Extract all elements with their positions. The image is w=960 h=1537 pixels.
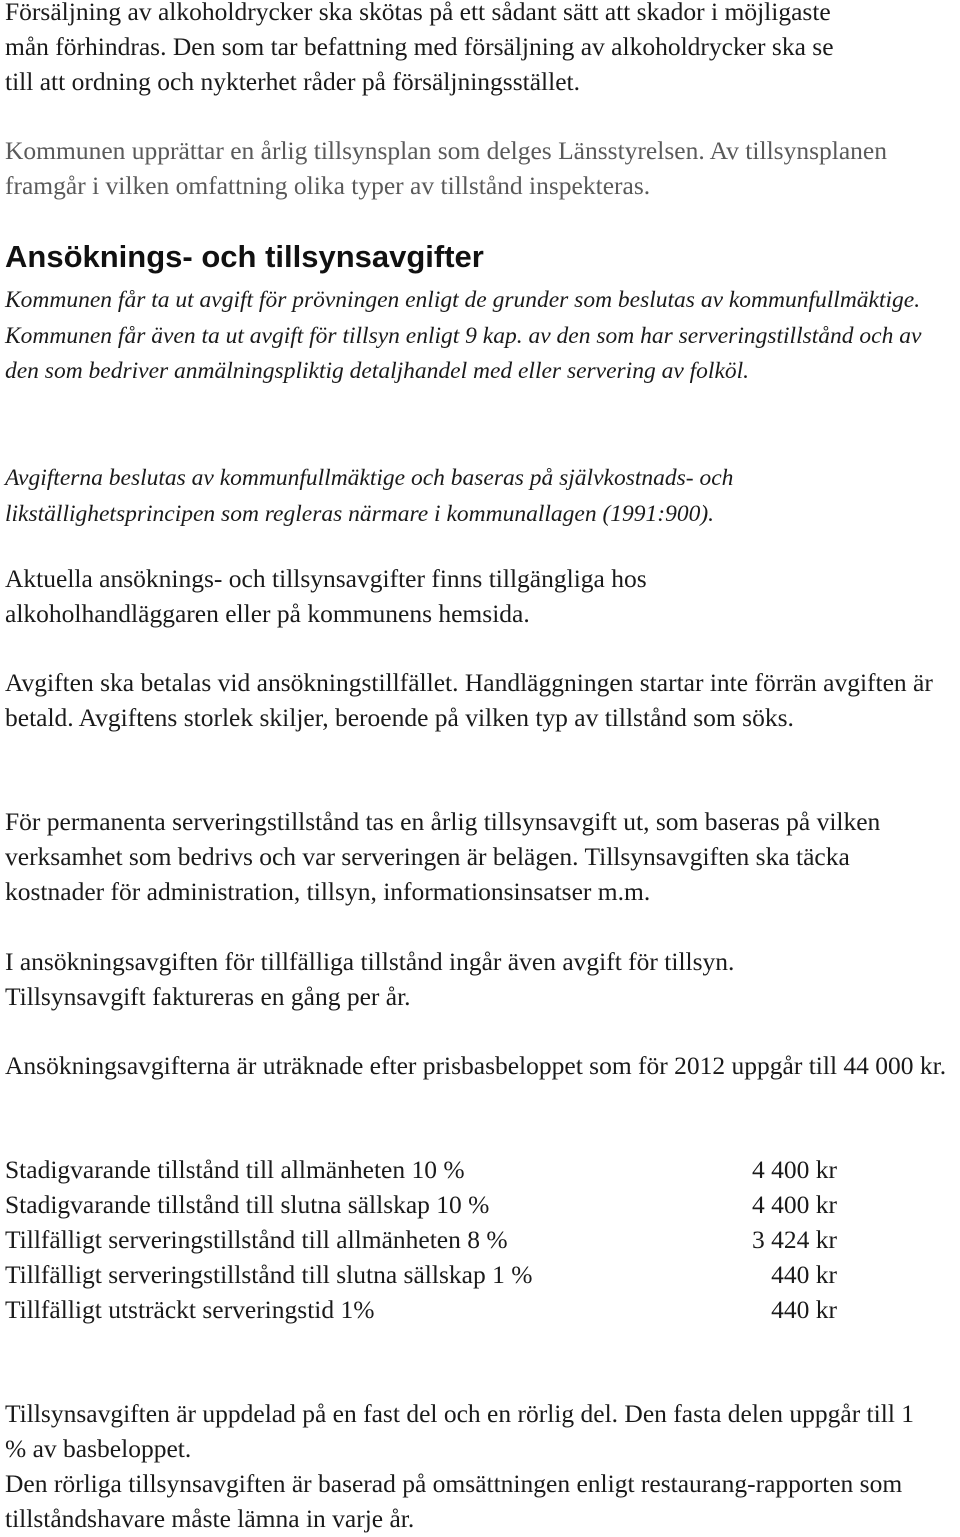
fee-principle-paragraph: Avgifterna beslutas av kommunfullmäktige och baseras på självkostnads- och likställighetsprincipen som regleras närmare i kommunallagen (1991:900). <box>5 465 734 527</box>
price-base-paragraph: Ansökningsavgifterna är uträknade efter prisbasbeloppet som för 2012 uppgår till 44 000 kr. <box>5 1051 947 1080</box>
fee-amount: 4 400 kr <box>752 1155 837 1184</box>
table-row <box>5 1187 837 1222</box>
availability-paragraph: Aktuella ansöknings- och tillsynsavgifter finns tillgängliga hos alkoholhandläggaren eller på kommunens hemsida. <box>5 564 647 628</box>
section-heading: Ansöknings- och tillsynsavgifter <box>5 239 484 274</box>
table-row <box>5 1292 837 1327</box>
fee-amount: 3 424 kr <box>752 1225 837 1254</box>
fixed-fee-paragraph: Tillsynsavgiften är uppdelad på en fast del och en rörlig del. Den fasta delen uppgår till 1 % av basbeloppet. <box>5 1399 915 1463</box>
temporary-permit-paragraph: I ansökningsavgiften för tillfälliga tillstånd ingår även avgift för tillsyn. Tillsynsavgift faktureras en gång per år. <box>5 947 735 1011</box>
fee-authority-paragraph: Kommunen får ta ut avgift för prövningen enligt de grunder som beslutas av kommunfullmäktige. Kommunen får även ta ut avgift för tillsyn enligt 9 kap. av den som har serveringstillstånd och av den som bedriver anmälningspliktig detaljhandel med eller servering av folköl. <box>5 287 922 384</box>
fee-amount: 440 kr <box>771 1295 837 1324</box>
table-row <box>5 1222 837 1257</box>
supervision-plan-paragraph: Kommunen upprättar en årlig tillsynsplan som delges Länsstyrelsen. Av tillsynsplanen framgår i vilken omfattning olika typer av tillstånd inspekteras. <box>5 136 887 200</box>
fee-amount: 440 kr <box>771 1260 837 1289</box>
annual-fee-paragraph: För permanenta serveringstillstånd tas en årlig tillsynsavgift ut, som baseras på vilken verksamhet som bedrivs och var serveringen är belägen. Tillsynsavgiften ska täcka kostnader för administration, tillsyn, informationsinsatser m.m. <box>5 807 881 906</box>
fee-label: Tillfälligt utsträckt serveringstid 1% <box>5 1295 375 1324</box>
fee-label: Tillfälligt serveringstillstånd till allmänheten 8 % <box>5 1225 508 1254</box>
fee-label: Stadigvarande tillstånd till allmänheten 10 % <box>5 1155 465 1184</box>
fee-label: Stadigvarande tillstånd till slutna sällskap 10 % <box>5 1190 490 1219</box>
fee-label: Tillfälligt serveringstillstånd till slutna sällskap 1 % <box>5 1260 533 1289</box>
fee-table <box>5 1152 837 1327</box>
variable-fee-paragraph: Den rörliga tillsynsavgiften är baserad på omsättningen enligt restaurang-rapporten som tillståndshavare måste lämna in varje år. <box>5 1469 903 1533</box>
intro-paragraph: Försäljning av alkoholdrycker ska skötas på ett sådant sätt att skador i möjligaste mån förhindras. Den som tar befattning med försäljning av alkoholdrycker ska se till att ordning och nykterhet råder på försäljningsstället. <box>5 0 834 96</box>
payment-paragraph: Avgiften ska betalas vid ansökningstillfället. Handläggningen startar inte förrän avgiften är betald. Avgiftens storlek skiljer, beroende på vilken typ av tillstånd som söks. <box>5 668 933 732</box>
table-row <box>5 1257 837 1292</box>
table-row <box>5 1152 837 1187</box>
fee-amount: 4 400 kr <box>752 1190 837 1219</box>
